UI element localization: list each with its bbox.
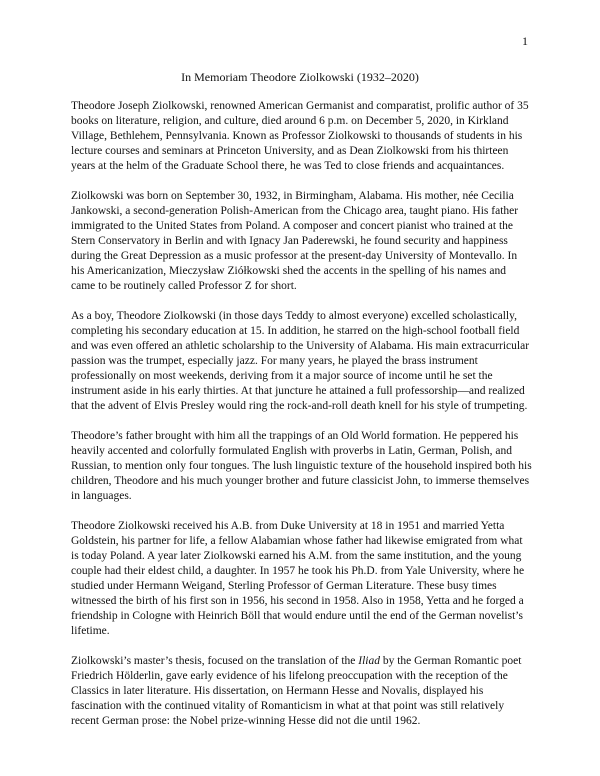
paragraph-5: Theodore Ziolkowski received his A.B. from Duke University at 18 in 1951 and married Yetta Goldstein, his partner for life, a fellow Alabamian whose father had likewise emigrated from what is today Poland. A year later Ziolkowski earned his A.M. from the same institution, and the young couple had their eldest child, a daughter. In 1957 he took his Ph.D. from Yale University, where he studied under Hermann Weigand, Sterling Professor of German Literature. These busy times witnessed the birth of his first son in 1956, his second in 1958. Also in 1958, Yetta and he forged a friendship in Cologne with Heinrich Böll that would endure until the end of the German novelist’s lifetime. — [71, 520, 525, 637]
paragraph-3: As a boy, Theodore Ziolkowski (in those days Teddy to almost everyone) excelled scholastically, completing his secondary education at 15. In addition, he starred on the high-school football field and was even offered an athletic scholarship to the University of Alabama. His main extracurricular passion was the trumpet, especially jazz. For many years, he played the brass instrument professionally on most weekends, deriving from it a major source of income until he set the instrument aside in his early thirties. At that juncture he attained a full professorship—and realized that the advent of Elvis Presley would ring the rock-and-roll death knell for his style of trumpeting. — [71, 310, 530, 412]
paragraph-6-text-after: by the German Romantic poet Friedrich Hölderlin, gave early evidence of his lifelong preoccupation with the reception of the Classics in later literature. His dissertation, on Hermann Hesse and Novalis, displayed his fascination with the continued vitality of Romanticism in what at that point was still relatively recent German prose: the Nobel prize-winning Hesse did not die until 1962. — [71, 655, 522, 727]
document-body — [71, 99, 533, 744]
page-number: 1 — [522, 34, 528, 48]
paragraph-6-text-before: Ziolkowski’s master’s thesis, focused on the translation of the — [71, 655, 359, 667]
paragraph-6-italic-title: Iliad — [358, 655, 380, 667]
paragraph-6 — [71, 654, 533, 729]
paragraph-2: Ziolkowski was born on September 30, 1932, in Birmingham, Alabama. His mother, née Cecilia Jankowski, a second-generation Polish-American from the Chicago area, taught piano. His father immigrated to the United States from Poland. A composer and concert pianist who trained at the Stern Conservatory in Berlin and with Ignacy Jan Paderewski, he found security and happiness during the Great Depression as a music professor at the present-day University of Montevallo. In his Americanization, Mieczysław Ziółkowski shed the accents in the spelling of his names and came to be routinely called Professor Z for short. — [71, 190, 519, 292]
paragraph-1: Theodore Joseph Ziolkowski, renowned American Germanist and comparatist, prolific author of 35 books on literature, religion, and culture, died around 6 p.m. on December 5, 2020, in Kirkland Village, Bethlehem, Pennsylvania. Known as Professor Ziolkowski to thousands of students in his lecture courses and seminars at Princeton University, and as Dean Ziolkowski from his thirteen years at the helm of the Graduate School there, he was Ted to close friends and acquaintances. — [71, 100, 529, 172]
document-title: In Memoriam Theodore Ziolkowski (1932–2020) — [181, 70, 419, 84]
paragraph-4: Theodore’s father brought with him all the trappings of an Old World formation. He peppered his heavily accented and colorfully formulated English with proverbs in Latin, German, Polish, and Russian, to mention only four tongues. The lush linguistic texture of the household inspired both his children, Theodore and his much younger brother and future classicist John, to immerse themselves in languages. — [71, 430, 532, 502]
